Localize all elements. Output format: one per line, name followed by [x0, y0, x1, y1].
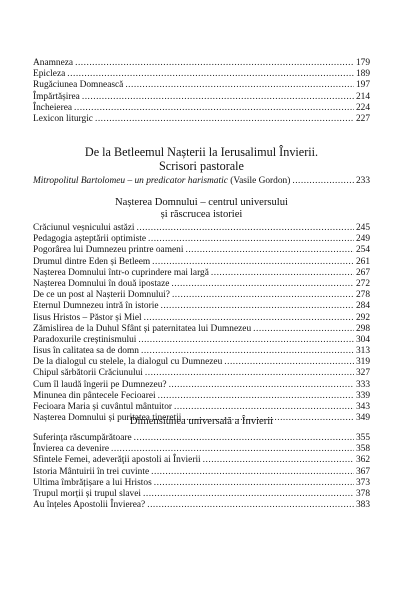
leader-dots	[148, 234, 354, 245]
toc-entry-title: Fecioara Maria și cuvântul mântuitor	[33, 402, 173, 412]
toc-row[interactable]	[33, 290, 370, 301]
leader-dots	[111, 444, 354, 455]
toc-entry-page: 339	[355, 390, 370, 401]
toc-entry-page: 272	[355, 278, 370, 289]
leader-dots	[137, 223, 354, 234]
toc-row[interactable]	[33, 301, 370, 312]
toc-entry-title: Ultima îmbrățișare a lui Hristos	[33, 477, 152, 488]
toc-entry-title: Iisus Hristos – Păstor și Miel	[33, 312, 142, 323]
toc-entry-page: 373	[355, 477, 370, 488]
toc-entry-page: 292	[355, 312, 370, 323]
toc-row[interactable]	[33, 103, 370, 114]
leader-dots	[74, 103, 354, 114]
toc-row[interactable]	[33, 368, 370, 379]
toc-entry-title: Paradoxurile creștinismului	[33, 334, 137, 345]
toc-entry-title: Lexicon liturgic	[33, 113, 93, 124]
toc-row[interactable]	[33, 391, 370, 402]
toc-entry-page: 197	[355, 80, 370, 91]
leader-dots	[174, 402, 354, 413]
toc-entry-title: De ce un post al Nașterii Domnului?	[33, 290, 170, 301]
section-title-line1: Nașterea Domnului – centrul universului	[115, 197, 288, 208]
section-heading-betleem	[33, 145, 370, 173]
toc-row[interactable]	[33, 478, 370, 489]
intro-entry	[33, 176, 370, 187]
toc-entry-page: 249	[355, 234, 370, 245]
leader-dots	[171, 279, 354, 290]
toc-row[interactable]	[33, 455, 370, 466]
toc-entry-page: 362	[355, 455, 370, 466]
toc-entry-title: Împărtășirea	[33, 91, 80, 102]
toc-row[interactable]	[33, 335, 370, 346]
leader-dots	[152, 257, 354, 268]
toc-entry-title: Minunea din pântecele Fecioarei	[33, 390, 156, 401]
toc-row[interactable]	[33, 279, 370, 290]
leader-dots	[169, 380, 354, 391]
toc-row[interactable]	[33, 489, 370, 500]
toc-entry-page: 349	[355, 413, 370, 424]
toc-entry-title: Istoria Mântuirii în trei cuvinte	[33, 466, 150, 477]
toc-row[interactable]	[33, 433, 370, 444]
toc-entry-title: Încheierea	[33, 102, 73, 113]
toc-row[interactable]	[33, 69, 370, 80]
leader-dots	[138, 335, 354, 346]
leader-dots	[145, 368, 354, 379]
toc-entry-page: 224	[355, 102, 370, 113]
toc-entry-title: Eternul Dumnezeu intră în istorie	[33, 301, 159, 312]
leader-dots	[143, 489, 354, 500]
toc-entry-page: 367	[355, 466, 370, 477]
section-heading-invierea	[33, 416, 370, 428]
toc-entry-title: Sfintele Femei, adeverăţii apostoli ai Învierii	[33, 455, 201, 466]
section-title-line1: De la Betleemul Nașterii la Ierusalimul Învierii.	[84, 145, 319, 159]
leader-dots	[75, 58, 354, 69]
toc-row[interactable]	[33, 324, 370, 335]
toc-entry-page: 358	[355, 444, 370, 455]
leader-dots	[203, 455, 354, 466]
toc-entry-page: 355	[355, 433, 370, 443]
toc-entry-title: Nașterea Domnului și puritatea tinereții	[33, 413, 182, 424]
leader-dots	[151, 467, 354, 478]
toc-entry-page: 383	[355, 500, 370, 511]
section-title-line2: Scrisori pastorale	[159, 159, 244, 173]
section-title-line2: și răscrucea istoriei	[160, 209, 243, 220]
leader-dots	[67, 69, 354, 80]
toc-row[interactable]	[33, 380, 370, 391]
toc-entry-title: De la dialogul cu stelele, la dialogul cu Dumnezeu	[33, 357, 223, 368]
toc-invierea-list	[33, 433, 370, 511]
leader-dots	[253, 324, 354, 335]
toc-entry-title	[33, 176, 290, 187]
toc-entry-title: Pogorârea lui Dumnezeu printre oameni	[33, 245, 184, 256]
toc-entry-page: 179	[355, 58, 370, 68]
leader-dots	[160, 301, 353, 312]
toc-entry-title: Învierea ca devenire	[33, 444, 109, 455]
toc-entry-page: 378	[355, 488, 370, 499]
toc-nasterea-list	[33, 223, 370, 424]
toc-entry-title-italic: Mitropolitul Bartolomeu – un predicator harismatic	[33, 176, 228, 186]
toc-row[interactable]	[33, 268, 370, 279]
toc-entry-page: 261	[355, 256, 370, 267]
leader-dots	[125, 80, 354, 91]
toc-entry-page: 298	[355, 323, 370, 334]
toc-entry-page: 233	[355, 176, 370, 186]
toc-entry-page: 284	[355, 301, 370, 312]
toc-entry-page: 214	[355, 91, 370, 102]
toc-top-list	[33, 58, 370, 125]
toc-entry-page: 278	[355, 290, 370, 301]
toc-entry-page: 304	[355, 334, 370, 345]
leader-dots	[144, 313, 354, 324]
toc-row[interactable]	[33, 176, 370, 187]
toc-entry-title: Pedagogia așteptării optimiste	[33, 234, 146, 245]
toc-entry-title: Chipul sărbătorii Crăciunului	[33, 368, 143, 379]
toc-row[interactable]	[33, 80, 370, 91]
toc-row[interactable]	[33, 234, 370, 245]
section-heading-nasterea	[33, 197, 370, 221]
toc-entry-title: Rugăciunea Domnească	[33, 80, 124, 91]
toc-entry-title: Nașterea Domnului în două ipostaze	[33, 278, 170, 289]
toc-entry-title: Trupul morții și trupul slavei	[33, 488, 141, 499]
toc-entry-title: Epicleza	[33, 69, 66, 80]
toc-entry-title: Iisus în calitatea sa de domn	[33, 346, 139, 357]
toc-row[interactable]	[33, 245, 370, 256]
toc-row[interactable]	[33, 313, 370, 324]
leader-dots	[158, 391, 354, 402]
leader-dots	[292, 176, 354, 187]
toc-entry-title: Zămislirea de la Duhul Sfânt și paternitatea lui Dumnezeu	[33, 323, 252, 334]
toc-entry-page: 319	[355, 357, 370, 368]
toc-entry-page: 245	[355, 223, 370, 233]
leader-dots	[185, 245, 353, 256]
toc-row[interactable]	[33, 114, 370, 125]
leader-dots	[141, 346, 354, 357]
toc-entry-page: 343	[355, 402, 370, 412]
toc-entry-title: Drumul dintre Eden și Betleem	[33, 256, 151, 267]
leader-dots	[154, 478, 354, 489]
toc-row[interactable]	[33, 467, 370, 478]
toc-entry-page: 254	[355, 245, 370, 256]
toc-entry-title: Crăciunul veșnicului astăzi	[33, 223, 135, 233]
toc-entry-page: 327	[355, 368, 370, 379]
leader-dots	[82, 92, 354, 103]
toc-row[interactable]	[33, 500, 370, 511]
leader-dots	[134, 433, 354, 444]
toc-entry-title: Suferința răscumpărătoare	[33, 433, 132, 443]
toc-row[interactable]	[33, 402, 370, 413]
toc-row[interactable]	[33, 444, 370, 455]
toc-row[interactable]	[33, 257, 370, 268]
toc-row[interactable]	[33, 223, 370, 234]
toc-entry-page: 189	[355, 69, 370, 80]
toc-entry-page: 227	[355, 113, 370, 124]
toc-entry-title-author: (Vasile Gordon)	[227, 176, 291, 186]
leader-dots	[147, 500, 354, 511]
toc-entry-page: 267	[355, 267, 370, 278]
toc-entry-title: Au înțeles Apostolii Învierea?	[33, 500, 146, 511]
leader-dots	[211, 268, 354, 279]
toc-row[interactable]	[33, 346, 370, 357]
leader-dots	[224, 357, 354, 368]
toc-entry-page: 313	[355, 346, 370, 357]
toc-row[interactable]	[33, 92, 370, 103]
toc-row[interactable]	[33, 357, 370, 368]
leader-dots	[95, 114, 354, 125]
toc-entry-title: Anamneza	[33, 58, 74, 68]
toc-entry-title: Cum îl laudă îngerii pe Dumnezeu?	[33, 379, 167, 390]
toc-row[interactable]	[33, 58, 370, 69]
toc-entry-page: 333	[355, 379, 370, 390]
toc-entry-title: Nașterea Domnului într-o cuprindere mai largă	[33, 267, 209, 278]
leader-dots	[172, 290, 354, 301]
section-title-line1: Dimensiunea universală a Învierii	[129, 416, 274, 427]
